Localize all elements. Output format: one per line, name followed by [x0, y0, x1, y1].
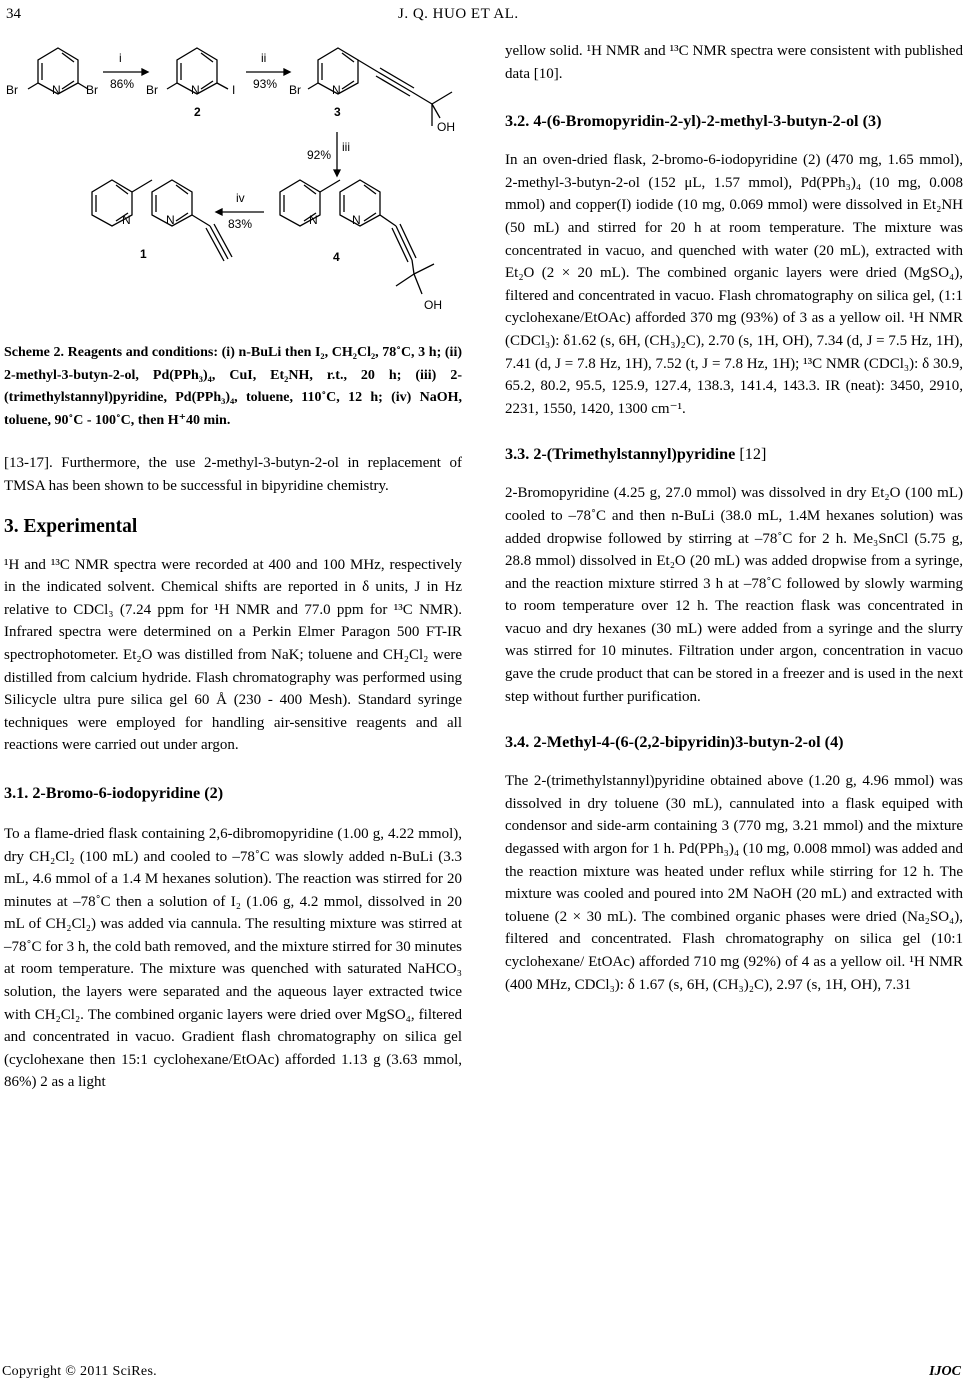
label-step-i: i: [119, 51, 122, 65]
label-compound-4: 4: [333, 250, 340, 264]
section-3-3-ref: [12]: [739, 445, 767, 464]
section-3-2-body: In an oven-dried flask, 2-bromo-6-iodopyridine (2) (470 mg, 1.65 mmol), 2-methyl-3-butyn-2-ol (152 μL, 1.57 mmol), Pd(PPh₃)₄ (10 mg, 0.008 mmol) and copper(I) iodide (10 mg, 0.069 mmol) were dissolved in Et₂NH (50 mL) and stirred for 20 h at room temperature. The mixture was concentrated in vacuo, and quenched with water (20 mL), extracted with Et₂O (2 × 20 mL). The combined organic layers were dried (MgSO₄), filtered and concentrated in vacuo. Flash chromatography on silica gel, (1:1 cyclohexane/EtOAc) afforded 370 mg (93%) of 3 as a yellow oil. ¹H NMR (CDCl₃): δ1.62 (s, 6H, (CH₃)₂C), 2.70 (s, 1H, OH), 7.34 (d, J = 7.5 Hz, 1H), 7.41 (d, J = 7.8 Hz, 1H), 7.52 (t, J = 7.8 Hz, 1H); ¹³C NMR (CDCl₃): δ 30.9, 65.2, 80.2, 95.5, 125.9, 127.4, 138.3, 141.4, 143.3. IR (neat): 3450, 2910, 2231, 1550, 1420, 1300 cm⁻¹.: [505, 152, 963, 417]
label-br: Br: [289, 83, 301, 97]
label-step-iv: iv: [236, 191, 245, 205]
copyright: Copyright © 2011 SciRes.: [2, 1364, 157, 1379]
label-n: N: [52, 83, 61, 97]
label-n: N: [309, 213, 318, 227]
label-step-ii: ii: [261, 51, 267, 65]
label-br: Br: [86, 83, 98, 97]
section-3-3-heading: [505, 442, 963, 466]
label-yield-ii: 93%: [253, 77, 278, 91]
label-n: N: [166, 213, 175, 227]
experimental-body: ¹H and ¹³C NMR spectra were recorded at 400 and 100 MHz, respectively in the indicated solvent. Chemical shifts are reported in δ units, J in Hz relative to CDCl₃ (7.24 ppm for ¹H NMR and 77.0 ppm for ¹³C NMR). Infrared spectra were determined on a Perkin Elmer Paragon 500 FT-IR spectrophotometer. Et₂O was distilled from NaK; toluene and CH₂Cl₂ were distilled from calcium hydride. Flash chromatography was performed using Silicycle ultra pure silica gel 60 Å (230 - 400 Mesh). Standard syringe techniques were employed for handling air-sensitive reagents and all reactions were carried out under argon.: [4, 556, 462, 754]
scheme-caption: Scheme 2. Reagents and conditions: (i) n-BuLi then I₂, CH₂Cl₂, 78˚C, 3 h; (ii) 2-methyl-3-butyn-2-ol, Pd(PPh₃)₄, CuI, Et₂NH, r.t., 20 h; (iii) 2-(trimethylstannyl)pyridine, Pd(PPh₃)₄, toluene, 110˚C, 12 h; (iv) NaOH, toluene, 90˚C - 100˚C, then H⁺40 min.: [4, 345, 462, 428]
label-yield-iv: 83%: [228, 217, 253, 231]
label-n: N: [191, 83, 200, 97]
label-yield-iii: 92%: [307, 148, 332, 162]
intro-paragraph: [13-17]. Furthermore, the use 2-methyl-3-butyn-2-ol in replacement of TMSA has been shown to be successful in bipyridine chemistry.: [4, 455, 462, 494]
label-compound-1: 1: [140, 247, 147, 261]
page-number: 34: [6, 6, 21, 22]
running-title: J. Q. HUO ET AL.: [398, 6, 519, 22]
label-step-iii: iii: [342, 140, 350, 154]
label-br: Br: [146, 83, 158, 97]
section-3-4-body: The 2-(trimethylstannyl)pyridine obtained above (1.20 g, 4.96 mmol) was dissolved in dry toluene (30 mL), cannulated into a flask equiped with condensor and side-arm containing 3 (770 mg, 3.21 mmol) and the mixture degassed with argon for 1 h. Pd(PPh₃)₄ (10 mg, 0.008 mmol) was added and the reaction mixture was heated under reflux while stirring for 12 h. The mixture was cooled and poured into 2M NaOH (20 mL) and extracted with toluene (2 × 30 mL). The combined organic phases were dried (Na₂SO₄), filtered and concentrated. Flash chromatography on silica gel (10:1 cyclohexane/ EtOAc) afforded 710 mg (92%) of 4 as a yellow oil. ¹H NMR (400 MHz, CDCl₃): δ 1.67 (s, 6H, (CH₃)₂C), 2.97 (s, 1H, OH), 7.31: [505, 773, 963, 993]
section-3-1-body: To a flame-dried flask containing 2,6-dibromopyridine (1.00 g, 4.22 mmol), dry CH₂Cl₂ (100 mL) and cooled to –78˚C was slowly added n-BuLi (3.3 mL, 4.6 mmol of a 1.4 M hexanes solution). The reaction was stirred for 20 minutes at –78˚C then a solution of I₂ (1.06 g, 4.2 mmol, dissolved in 20 mL of CH₂Cl₂) was added via cannula. The resulting mixture was stirred at –78˚C for 3 h, the cold bath removed, and the mixture stirred for 30 minutes at room temperature. The mixture was quenched with saturated NaHCO₃ solution, the layers were separated and the aqueous layer extracted twice with CH₂Cl₂. The combined organic layers were dried over MgSO₄, filtered and concentrated in vacuo. Gradient flash chromatography on silica gel (cyclohexane then 15:1 cyclohexane/EtOAc) afforded 1.13 g (3.63 mmol, 86%) 2 as a light: [4, 825, 462, 1091]
compound-3-structure: [308, 48, 452, 126]
section-3-3-body: 2-Bromopyridine (4.25 g, 27.0 mmol) was dissolved in dry Et₂O (100 mL) cooled to –78˚C and then n-BuLi (38.0 mL, 1.4M hexanes solution) was added dropwise followed by stirring at –78˚C for 2 h. Me₃SnCl (5.75 g, 28.8 mmol) dissolved in Et₂O (20 mL) was added dropwise from a syringe, and the reaction mixture stirred 3 h at –78˚C followed by slowly warming to room temperature over 12 h. The reaction flask was concentrated in vacuo and dry hexanes (30 mL) were added from a syringe and the slurry was stirred for 10 minutes. Filtration under argon, concentration in vacuo gave the crude product that can be stored in a freezer and is used in the next step without further purification.: [505, 485, 963, 705]
label-compound-2: 2: [194, 105, 201, 119]
section-3-3-title: 3.3. 2-(Trimethylstannyl)pyridine: [505, 445, 736, 464]
compound-1-structure: [92, 180, 232, 261]
label-n: N: [352, 213, 361, 227]
left-column: [4, 342, 462, 1094]
label-i: I: [232, 83, 236, 97]
experimental-heading: 3. Experimental: [4, 515, 138, 537]
compound-4-structure: [280, 180, 434, 294]
page-header: [0, 0, 965, 30]
label-n: N: [122, 213, 131, 227]
section-3-1-heading: 3.1. 2-Bromo-6-iodopyridine (2): [4, 783, 224, 802]
label-oh: OH: [424, 298, 442, 312]
label-br: Br: [6, 83, 18, 97]
section-3-2-heading: 3.2. 4-(6-Bromopyridin-2-yl)-2-methyl-3-butyn-2-ol (3): [505, 112, 882, 131]
label-n: N: [332, 83, 341, 97]
right-column: [505, 40, 963, 996]
section-3-4-heading: 3.4. 2-Methyl-4-(6-(2,2-bipyridin)3-butyn-2-ol (4): [505, 733, 844, 752]
label-oh: OH: [437, 120, 455, 134]
journal-name: IJOC: [929, 1364, 961, 1379]
label-yield-i: 86%: [110, 77, 135, 91]
continuation-paragraph: yellow solid. ¹H NMR and ¹³C NMR spectra were consistent with published data [10].: [505, 43, 963, 82]
reaction-scheme: [0, 34, 470, 316]
label-compound-3: 3: [334, 105, 341, 119]
